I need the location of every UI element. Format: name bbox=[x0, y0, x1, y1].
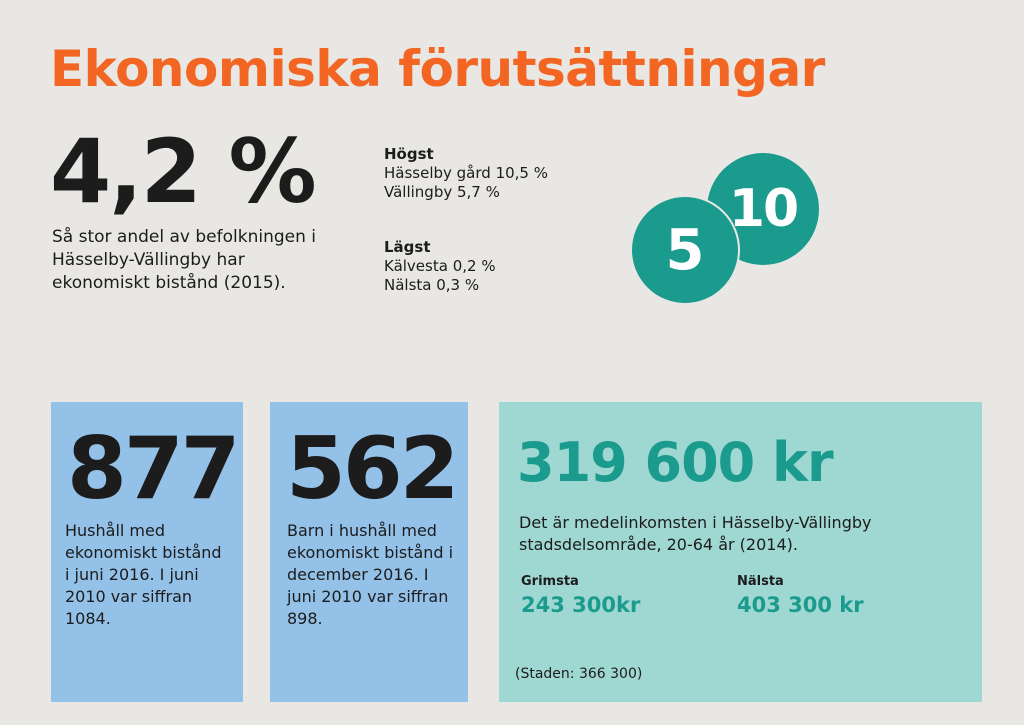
area-value: 403 300 kr bbox=[737, 593, 864, 617]
households-card bbox=[51, 402, 243, 702]
highest-item: Hässelby gård 10,5 % bbox=[384, 164, 548, 182]
share-value: 4,2 % bbox=[50, 120, 315, 223]
children-value: 562 bbox=[286, 419, 457, 519]
ten-circle-icon: 10 bbox=[707, 153, 819, 265]
income-card bbox=[499, 402, 982, 702]
children-description: Barn i hushåll med ekonomiskt bistånd i december 2016. I juni 2010 var siffran 898. bbox=[287, 521, 454, 628]
income-value: 319 600 kr bbox=[517, 431, 833, 494]
area-name: Grimsta bbox=[521, 574, 579, 589]
area-income bbox=[737, 574, 864, 617]
income-description: Det är medelinkomsten i Hässelby-Vällingby stadsdelsområde, 20-64 år (2014). bbox=[519, 513, 872, 554]
area-value: 243 300kr bbox=[521, 593, 641, 617]
highest-item: Vällingby 5,7 % bbox=[384, 183, 500, 201]
households-description: Hushåll med ekonomiskt bistånd i juni 2016. I juni 2010 var siffran 1084. bbox=[65, 521, 222, 628]
lowest-item: Nälsta 0,3 % bbox=[384, 276, 480, 294]
lowest-item: Kälvesta 0,2 % bbox=[384, 257, 496, 275]
households-value: 877 bbox=[67, 419, 238, 519]
area-name: Nälsta bbox=[737, 574, 784, 589]
district-stats bbox=[384, 145, 548, 295]
five-circle-icon: 5 bbox=[630, 195, 740, 305]
page-title: Ekonomiska förutsättningar bbox=[50, 40, 825, 98]
lowest-label: Lägst bbox=[384, 238, 431, 256]
area-income bbox=[521, 574, 640, 617]
children-card bbox=[270, 402, 468, 702]
city-average-note: (Staden: 366 300) bbox=[515, 666, 643, 682]
highest-label: Högst bbox=[384, 145, 434, 163]
share-description: Så stor andel av befolkningen i Hässelby-Vällingby har ekonomiskt bistånd (2015). bbox=[52, 227, 317, 293]
